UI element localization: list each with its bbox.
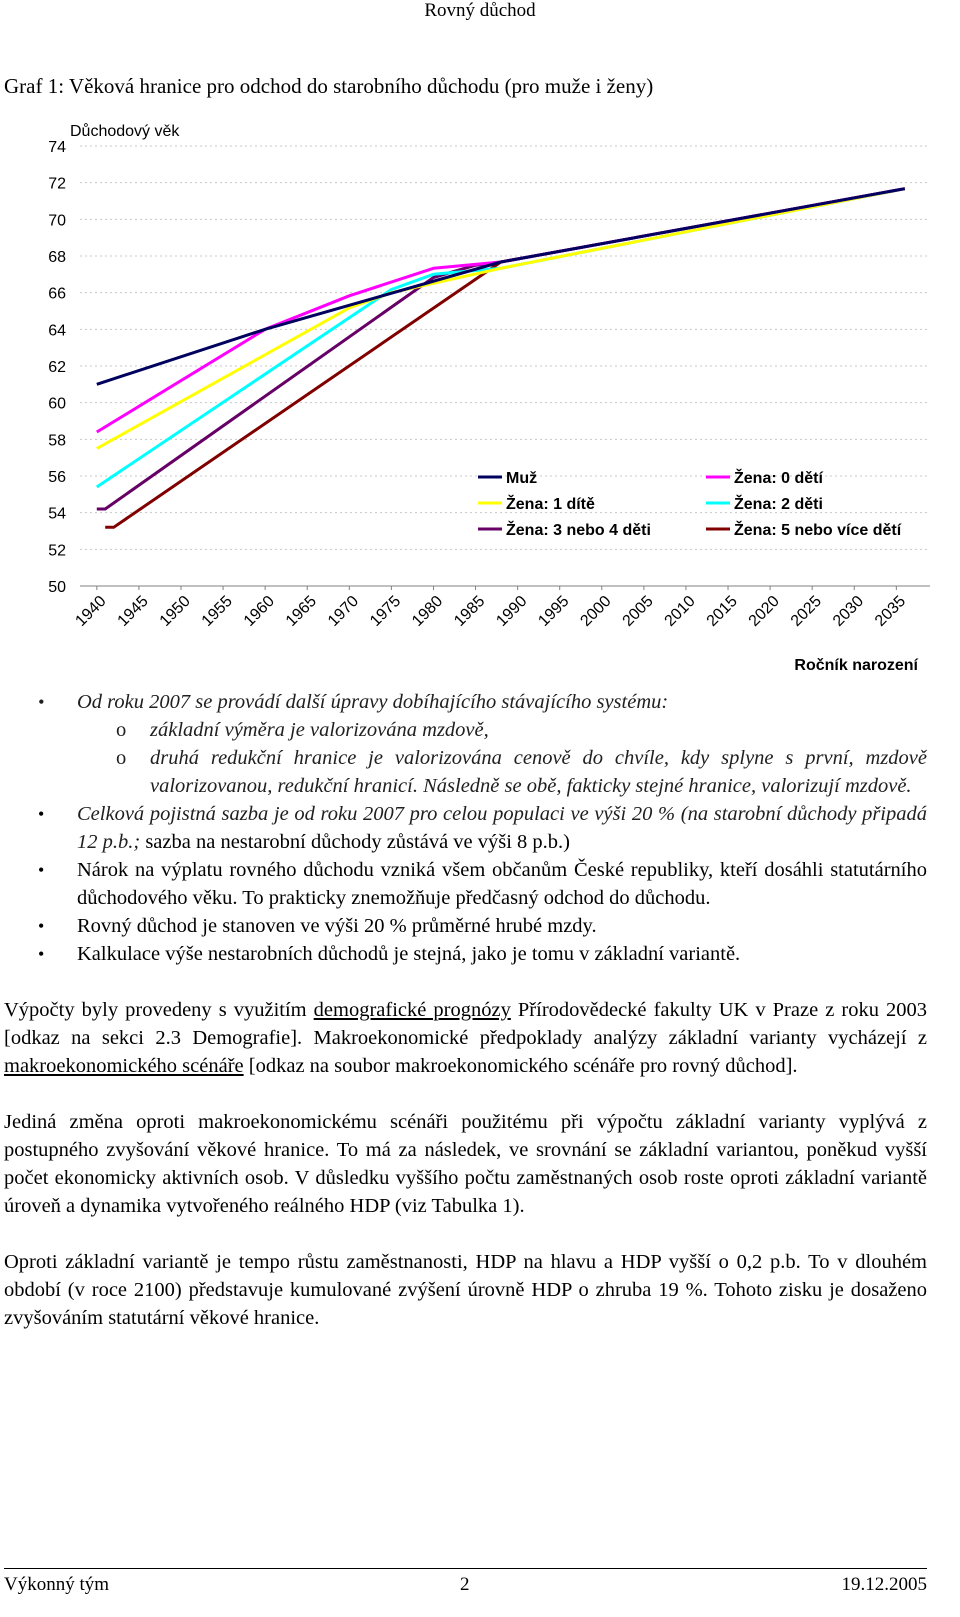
chart-legend — [478, 468, 902, 539]
text-run: [odkaz na soubor makroekonomického scénáře pro rovný důchod]. — [243, 1055, 798, 1077]
text-run: Přírodovědecké fakulty UK v Praze z roku 2003 [odkaz na sekci 2.3 Demografie]. Makroekonomické předpoklady analýzy základní varianty vycházejí z — [4, 999, 927, 1049]
x-tick-label: 2025 — [787, 592, 826, 630]
x-tick-label: 2020 — [745, 592, 783, 630]
sub-list — [77, 716, 927, 800]
x-tick-label: 1975 — [367, 592, 405, 630]
graph-title: Graf 1: Věková hranice pro odchod do starobního důchodu (pro muže i ženy) — [4, 74, 654, 98]
paragraph-growth: Oproti základní variantě je tempo růstu zaměstnanosti, HDP na hlavu a HDP vyšší o 0,2 p.b. To v dlouhém období (v roce 2100) představuje kumulované zvýšení úrovně HDP o zhruba 19 %. Tohoto zisku je dosaženo zvyšováním statutární věkové hranice. — [4, 1251, 927, 1329]
x-tick-label: 1965 — [282, 592, 321, 630]
y-tick-label: 58 — [48, 432, 66, 450]
x-tick-label: 2005 — [619, 592, 657, 630]
series-line — [97, 189, 905, 449]
y-tick-label: 56 — [48, 469, 66, 486]
y-tick-label: 52 — [48, 542, 66, 560]
x-tick-label: 1985 — [451, 592, 489, 630]
bullet-text: Od roku 2007 se provádí další úpravy dobíhajícího stávajícího systému: — [77, 691, 669, 713]
sub-list-item: o druhá redukční hranice je valorizována cenově do chvíle, kdy splyne s první, mzdově valorizovanou, redukční hranicí. Následně se obě, fakticky stejné hranice, valorizují mzdově. — [77, 744, 927, 800]
legend-label: Muž — [506, 470, 538, 487]
y-tick-label: 70 — [48, 212, 66, 230]
x-tick-label: 1950 — [156, 592, 194, 630]
x-tick-label: 1960 — [240, 592, 278, 630]
x-tick-label: 1955 — [198, 592, 236, 630]
y-tick-label: 64 — [48, 322, 66, 340]
x-tick-label: 2000 — [577, 592, 615, 630]
macroeconomic-scenario-link[interactable]: makroekonomického scénáře — [4, 1055, 244, 1077]
x-tick-label: 2035 — [871, 592, 910, 630]
y-tick-label: 66 — [48, 285, 66, 303]
list-item — [4, 688, 927, 800]
y-tick-label: 50 — [48, 579, 66, 596]
y-tick-label: 68 — [48, 249, 66, 266]
legend-label: Žena: 3 nebo 4 děti — [506, 522, 651, 539]
footer-author: Výkonný tým — [4, 1574, 110, 1595]
y-tick-label: 60 — [48, 395, 66, 413]
x-axis-title: Ročník narození — [794, 657, 918, 674]
demographic-forecast-link[interactable]: demografické prognózy — [313, 999, 511, 1021]
x-tick-label: 1980 — [409, 592, 447, 630]
x-tick-label: 1970 — [324, 592, 363, 630]
legend-label: Žena: 1 dítě — [506, 496, 595, 513]
list-item: • Rovný důchod je stanoven ve výši 20 % průměrné hrubé mzdy. — [4, 912, 927, 940]
chart-axes — [48, 122, 930, 674]
footer-date: 19.12.2005 — [841, 1574, 927, 1595]
paragraph-sources — [4, 996, 927, 1080]
y-tick-label: 72 — [48, 175, 66, 193]
sub-list-item: o základní výměra je valorizována mzdově, — [77, 716, 927, 744]
text-run: Výpočty byly provedeny s využitím — [4, 999, 314, 1021]
page-number: 2 — [460, 1574, 470, 1595]
series-line — [97, 189, 905, 385]
bullet-list — [4, 688, 927, 968]
x-tick-label: 2010 — [661, 592, 699, 630]
list-item — [4, 800, 927, 856]
legend-label: Žena: 2 děti — [734, 496, 823, 513]
page-header: Rovný důchod — [424, 0, 536, 21]
x-tick-label: 1990 — [493, 592, 531, 630]
series-line — [97, 189, 905, 509]
series-line — [97, 189, 905, 487]
bullet-text: sazba na nestarobní důchody zůstává ve výši 8 p.b.) — [140, 831, 571, 853]
series-line — [97, 189, 905, 432]
bullet-text-italic: Celková pojistná sazba je od roku 2007 pro celou populaci ve výši 20 % (na starobní důchody připadá 12 p.b.; — [77, 803, 927, 853]
legend-label: Žena: 0 dětí — [734, 470, 823, 487]
list-item: • Nárok na výplatu rovného důchodu vzniká všem občanům České republiky, kteří dosáhli statutárního důchodového věku. To prakticky znemožňuje předčasný odchod do důchodu. — [4, 856, 927, 912]
retirement-age-chart — [0, 112, 960, 682]
list-item: • Kalkulace výše nestarobních důchodů je stejná, jako je tomu v základní variantě. — [4, 940, 927, 968]
x-tick-label: 2015 — [703, 592, 741, 630]
x-tick-label: 1995 — [535, 592, 573, 630]
page-footer — [4, 1568, 927, 1599]
legend-label: Žena: 5 nebo více dětí — [734, 522, 902, 539]
y-axis-title: Důchodový věk — [70, 123, 180, 140]
x-tick-label: 1945 — [114, 592, 152, 630]
y-tick-label: 62 — [48, 359, 66, 376]
x-tick-label: 2030 — [829, 592, 868, 630]
y-tick-label: 74 — [48, 139, 66, 156]
x-tick-label: 1940 — [72, 592, 110, 630]
document-body — [4, 688, 927, 1332]
y-tick-label: 54 — [48, 505, 66, 523]
paragraph-change: Jediná změna oproti makroekonomickému scénáři použitému při výpočtu základní varianty vyplývá z postupného zvyšování věkové hranice. To má za následek, ve srovnání se základní variantou, poněkud vyšší počet ekonomicky aktivních osob. V důsledku vyššího počtu zaměstnaných osob roste oproti základní variantě úroveň a dynamika vytvořeného reálného HDP (viz Tabulka 1). — [4, 1111, 927, 1217]
